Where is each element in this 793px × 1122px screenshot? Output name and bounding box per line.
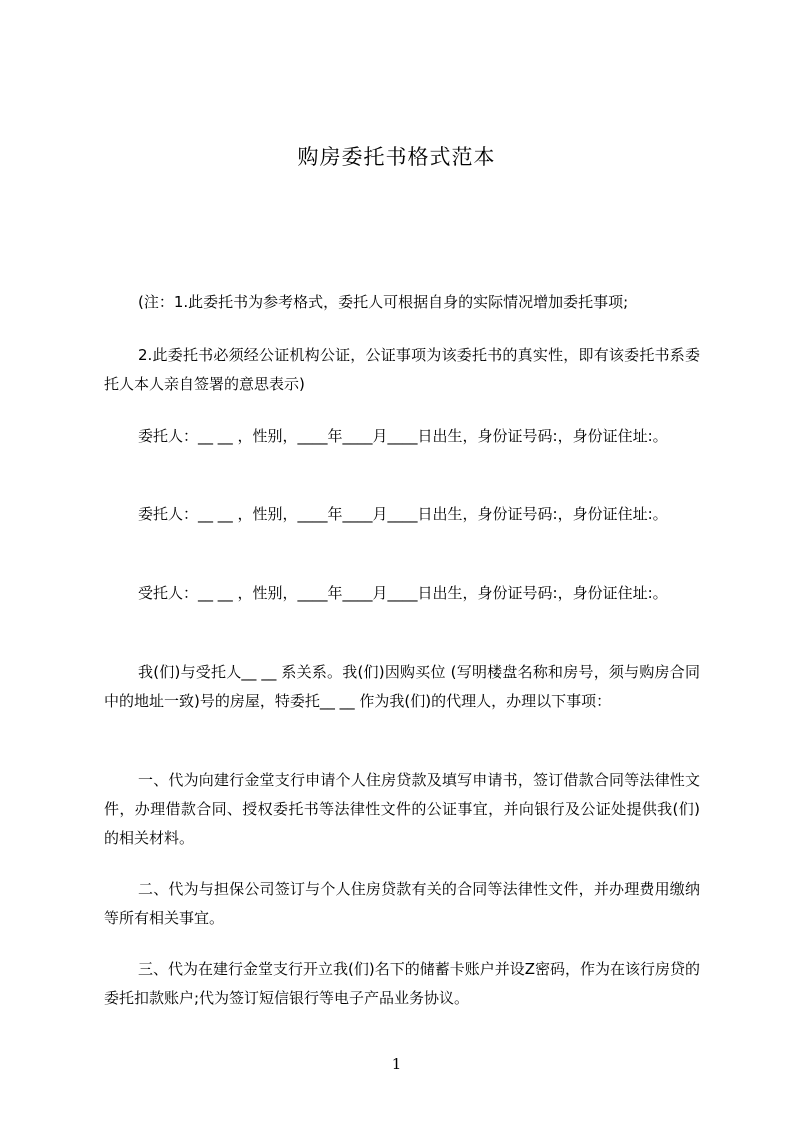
principal-2-paragraph: 委托人：__ __ ，性别，____年____月____日出生，身份证号码:，身份证住址:。 [138, 505, 668, 523]
item-2-paragraph: 二、代为与担保公司签订与个人住房贷款有关的合同等法律性文件，并办理费用缴纳等所有相关事宜。 [104, 880, 700, 927]
relationship-paragraph: 我(们)与受托人__ __ 系关系。我(们)因购买位 (写明楼盘名称和房号，须与购房合同中的地址一致)号的房屋，特委托__ __ 作为我(们)的代理人，办理以下事项： [104, 663, 700, 710]
note-paragraph-1: (注：1.此委托书为参考格式，委托人可根据自身的实际情况增加委托事项; [138, 293, 629, 311]
principal-1-paragraph: 委托人：__ __ ，性别，____年____月____日出生，身份证号码:，身份证住址:。 [138, 427, 668, 445]
page-number: 1 [391, 1055, 402, 1073]
agent-paragraph: 受托人：__ __ ，性别，____年____月____日出生，身份证号码:，身份证住址:。 [138, 584, 668, 602]
note-paragraph-2: 2.此委托书必须经公证机构公证，公证事项为该委托书的真实性，即有该委托书系委托人本人亲自签署的意思表示) [104, 346, 700, 393]
item-3-paragraph: 三、代为在建行金堂支行开立我(们)名下的储蓄卡账户并设Z密码，作为在该行房贷的委托扣款账户;代为签订短信银行等电子产品业务协议。 [104, 960, 700, 1007]
document-title: 购房委托书格式范本 [297, 145, 496, 169]
item-1-paragraph: 一、代为向建行金堂支行申请个人住房贷款及填写申请书，签订借款合同等法律性文件，办理借款合同、授权委托书等法律性文件的公证事宜，并向银行及公证处提供我(们)的相关材料。 [104, 771, 700, 847]
